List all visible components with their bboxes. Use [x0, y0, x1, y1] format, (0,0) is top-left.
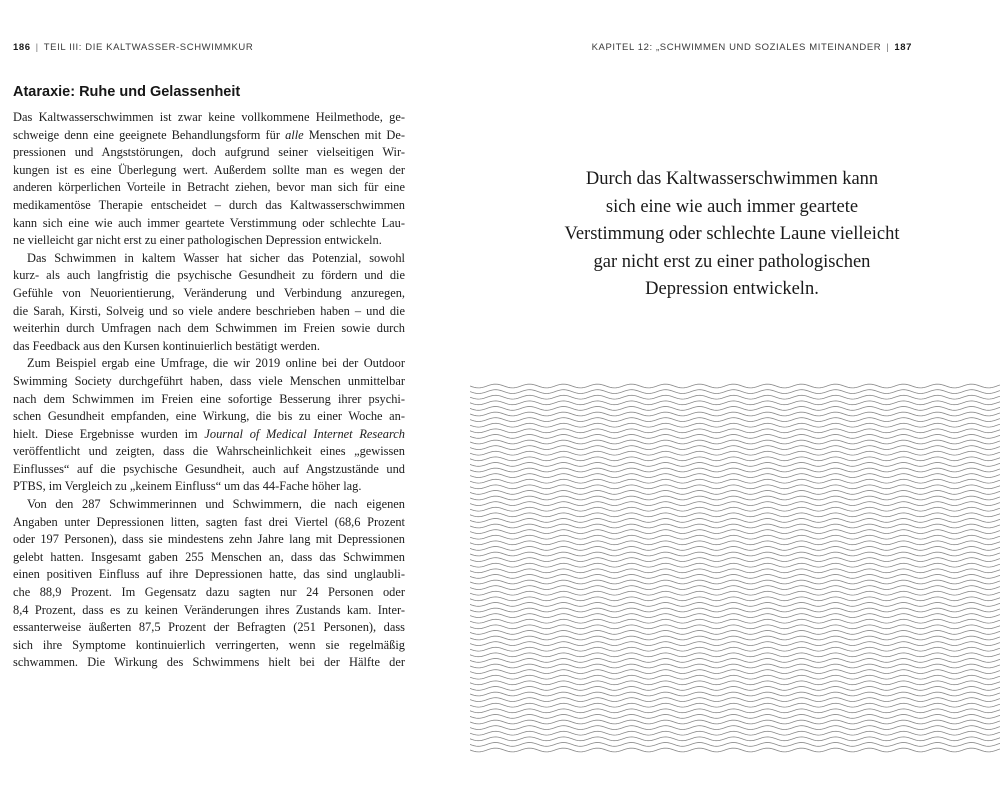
wave-line — [470, 479, 1000, 483]
wave-line — [470, 552, 1000, 556]
text-line: Einflusses“ auf die psychische Gesundheit, auch auf Angstzustände und — [13, 461, 405, 476]
wave-line — [470, 709, 1000, 713]
text-line: Swimming Society durchgeführt haben, dass viele Menschen unmittelbar — [13, 373, 405, 388]
pull-quote-line: Depression entwickeln. — [645, 279, 819, 299]
wave-line — [470, 726, 1000, 730]
text-line: Angaben unter Depressionen litten, sagten fast drei Viertel (68,6 Prozent — [13, 514, 405, 529]
text-line: gelebt hatten. Insgesamt gaben 255 Menschen an, dass das Schwimmen — [13, 549, 405, 564]
wave-line — [470, 569, 1000, 573]
wave-line — [470, 401, 1000, 405]
text-line: einen positiven Einfluss auf ihre Depressionen hatte, das sind unglaubli- — [13, 567, 405, 582]
wave-line — [470, 659, 1000, 663]
wave-line — [470, 390, 1000, 394]
wave-line — [470, 502, 1000, 506]
text-line: Von den 287 Schwimmerinnen und Schwimmern, die nach eigenen — [27, 497, 405, 512]
wave-line — [470, 586, 1000, 590]
wave-line — [470, 591, 1000, 595]
text-line: nach dem Schwimmen im Freien eine sofortige Besserung ihrer psychi- — [13, 391, 405, 406]
wave-line — [470, 608, 1000, 612]
wavy-lines-icon — [470, 382, 1000, 754]
wave-line — [470, 496, 1000, 500]
wave-line — [470, 698, 1000, 702]
section-heading: Ataraxie: Ruhe und Gelassenheit — [13, 84, 241, 100]
text-line: kurz- als auch langfristig die psychische Gesundheit zu fördern und die — [13, 268, 405, 283]
wave-line — [470, 603, 1000, 607]
wave-line — [470, 412, 1000, 416]
wave-line — [470, 670, 1000, 674]
wave-line — [470, 720, 1000, 724]
text-line: Zum Beispiel ergab eine Umfrage, die wir 2019 online bei der Outdoor — [27, 356, 405, 371]
wave-line — [470, 687, 1000, 691]
wave-line — [470, 631, 1000, 635]
wave-line — [470, 748, 1000, 752]
wave-line — [470, 485, 1000, 489]
text-line: kungen ist es eine Überlegung wert. Außerdem sollte man es wegen der — [13, 162, 405, 177]
text-line: schweige denn eine geeignete Behandlungsform für alle Menschen mit De- — [13, 127, 405, 142]
wave-line — [470, 395, 1000, 399]
text-line: schwammen. Die Wirkung des Schwimmens hielt bei der Hälfte der — [13, 655, 405, 670]
wave-line — [470, 619, 1000, 623]
wave-line — [470, 519, 1000, 523]
wave-line — [470, 429, 1000, 433]
wave-line — [470, 642, 1000, 646]
wave-line — [470, 580, 1000, 584]
text-line: PTBS, im Vergleich zu „keinem Einfluss“ um das 44-Fache höher lag. — [13, 479, 362, 494]
wave-line — [470, 384, 1000, 388]
wave-line — [470, 407, 1000, 411]
text-line: medikamentöse Therapie entscheidet – durch das Kaltwasserschwimmen — [13, 197, 405, 212]
wave-line — [470, 435, 1000, 439]
right-running-title: KAPITEL 12: „SCHWIMMEN UND SOZIALES MITEINANDER — [591, 42, 882, 53]
wave-line — [470, 457, 1000, 461]
pull-quote-line: Verstimmung oder schlechte Laune vielleicht — [564, 224, 900, 244]
wave-line — [470, 575, 1000, 579]
wave-line — [470, 423, 1000, 427]
text-line: essanterweise äußerten 87,5 Prozent der Befragten (251 Personen), dass — [13, 620, 405, 635]
wave-line — [470, 547, 1000, 551]
text-line: che 88,9 Prozent. Im Gegensatz dazu sagten nur 24 Personen oder — [13, 585, 405, 600]
wave-line — [470, 625, 1000, 629]
paragraph — [13, 250, 405, 356]
wave-line — [470, 535, 1000, 539]
pull-quote-line: sich eine wie auch immer geartete — [605, 196, 859, 217]
wave-line — [470, 524, 1000, 528]
wave-line — [470, 463, 1000, 467]
text-line: kann sich eine wie auch immer geartete Verstimmung oder schlechte Lau- — [13, 215, 405, 230]
text-line: weiterhin durch Umfragen nach dem Schwimmen im Freien sowie durch — [13, 321, 405, 336]
text-line: anderen körperlichen Vorteile in Betracht ziehen, bevor man sich für eine — [13, 180, 405, 195]
wave-line — [470, 530, 1000, 534]
wave-line — [470, 446, 1000, 450]
pull-quote — [540, 166, 924, 304]
body-text — [13, 109, 405, 672]
wave-line — [470, 675, 1000, 679]
wave-line — [470, 563, 1000, 567]
running-head-right: KAPITEL 12: „SCHWIMMEN UND SOZIALES MITEINANDER | 187 — [591, 42, 912, 53]
text-line: Gefühle von Neuorientierung, Veränderung und Verbindung anzuregen, — [13, 285, 405, 300]
text-line: ne vielleicht gar nicht erst zu einer pathologischen Depression entwickeln. — [13, 233, 382, 248]
wave-line — [470, 491, 1000, 495]
wave-line — [470, 614, 1000, 618]
text-line: Das Schwimmen in kaltem Wasser hat sicher das Potenzial, sowohl — [27, 250, 405, 265]
wave-line — [470, 681, 1000, 685]
text-line: sich ihre Symptome kontinuierlich verringerten, wenn sie regelmäßig — [13, 637, 405, 652]
wave-line — [470, 715, 1000, 719]
text-line: die Sarah, Kirsti, Solveig und so viele andere beschrieben haben – und die — [13, 303, 405, 318]
text-line: das Feedback aus den Kursen kontinuierlich bestätigt werden. — [13, 338, 320, 353]
right-page-number: 187 — [894, 42, 912, 53]
text-line: schen Gesundheit empfanden, eine Wirkung, die bis zu einer Woche an- — [13, 409, 405, 424]
wave-line — [470, 558, 1000, 562]
wave-line — [470, 468, 1000, 472]
wave-line — [470, 636, 1000, 640]
wave-line — [470, 513, 1000, 517]
wave-line — [470, 507, 1000, 511]
running-head-left: 186 | TEIL III: DIE KALTWASSER-SCHWIMMKUR — [13, 42, 254, 53]
text-line: oder 197 Personen), dass sie mindestens zehn Jahre lang mit Depressionen — [13, 532, 405, 547]
wave-line — [470, 692, 1000, 696]
paragraph — [13, 355, 405, 496]
left-page — [13, 84, 405, 672]
wave-line — [470, 474, 1000, 478]
wave-line — [470, 647, 1000, 651]
paragraph — [13, 109, 405, 250]
left-running-title: TEIL III: DIE KALTWASSER-SCHWIMMKUR — [43, 42, 254, 53]
wave-line — [470, 653, 1000, 657]
pull-quote-line: Durch das Kaltwasserschwimmen kann — [585, 169, 879, 189]
text-line: veröffentlicht und zeigten, dass die Wahrscheinlichkeit eines „gewissen — [13, 444, 405, 459]
wave-line — [470, 418, 1000, 422]
wave-line — [470, 737, 1000, 741]
text-line: hielt. Diese Ergebnisse wurden im Journal of Medical Internet Research — [13, 426, 405, 441]
wave-line — [470, 440, 1000, 444]
wave-line — [470, 731, 1000, 735]
wave-line — [470, 743, 1000, 747]
text-line: pressionen und Angststörungen, doch aufgrund seiner vielseitigen Wir- — [13, 145, 405, 160]
wave-line — [470, 664, 1000, 668]
wave-line — [470, 597, 1000, 601]
text-line: Das Kaltwasserschwimmen ist zwar keine vollkommene Heilmethode, ge- — [13, 110, 405, 124]
paragraph — [13, 496, 405, 672]
wave-line — [470, 451, 1000, 455]
left-page-number: 186 — [13, 42, 31, 53]
pull-quote-line: gar nicht erst zu einer pathologischen — [593, 251, 871, 272]
wave-line — [470, 541, 1000, 545]
text-line: 8,4 Prozent, dass es zu keinen Veränderungen ihres Zustands kam. Inter- — [13, 602, 405, 617]
wave-line — [470, 703, 1000, 707]
